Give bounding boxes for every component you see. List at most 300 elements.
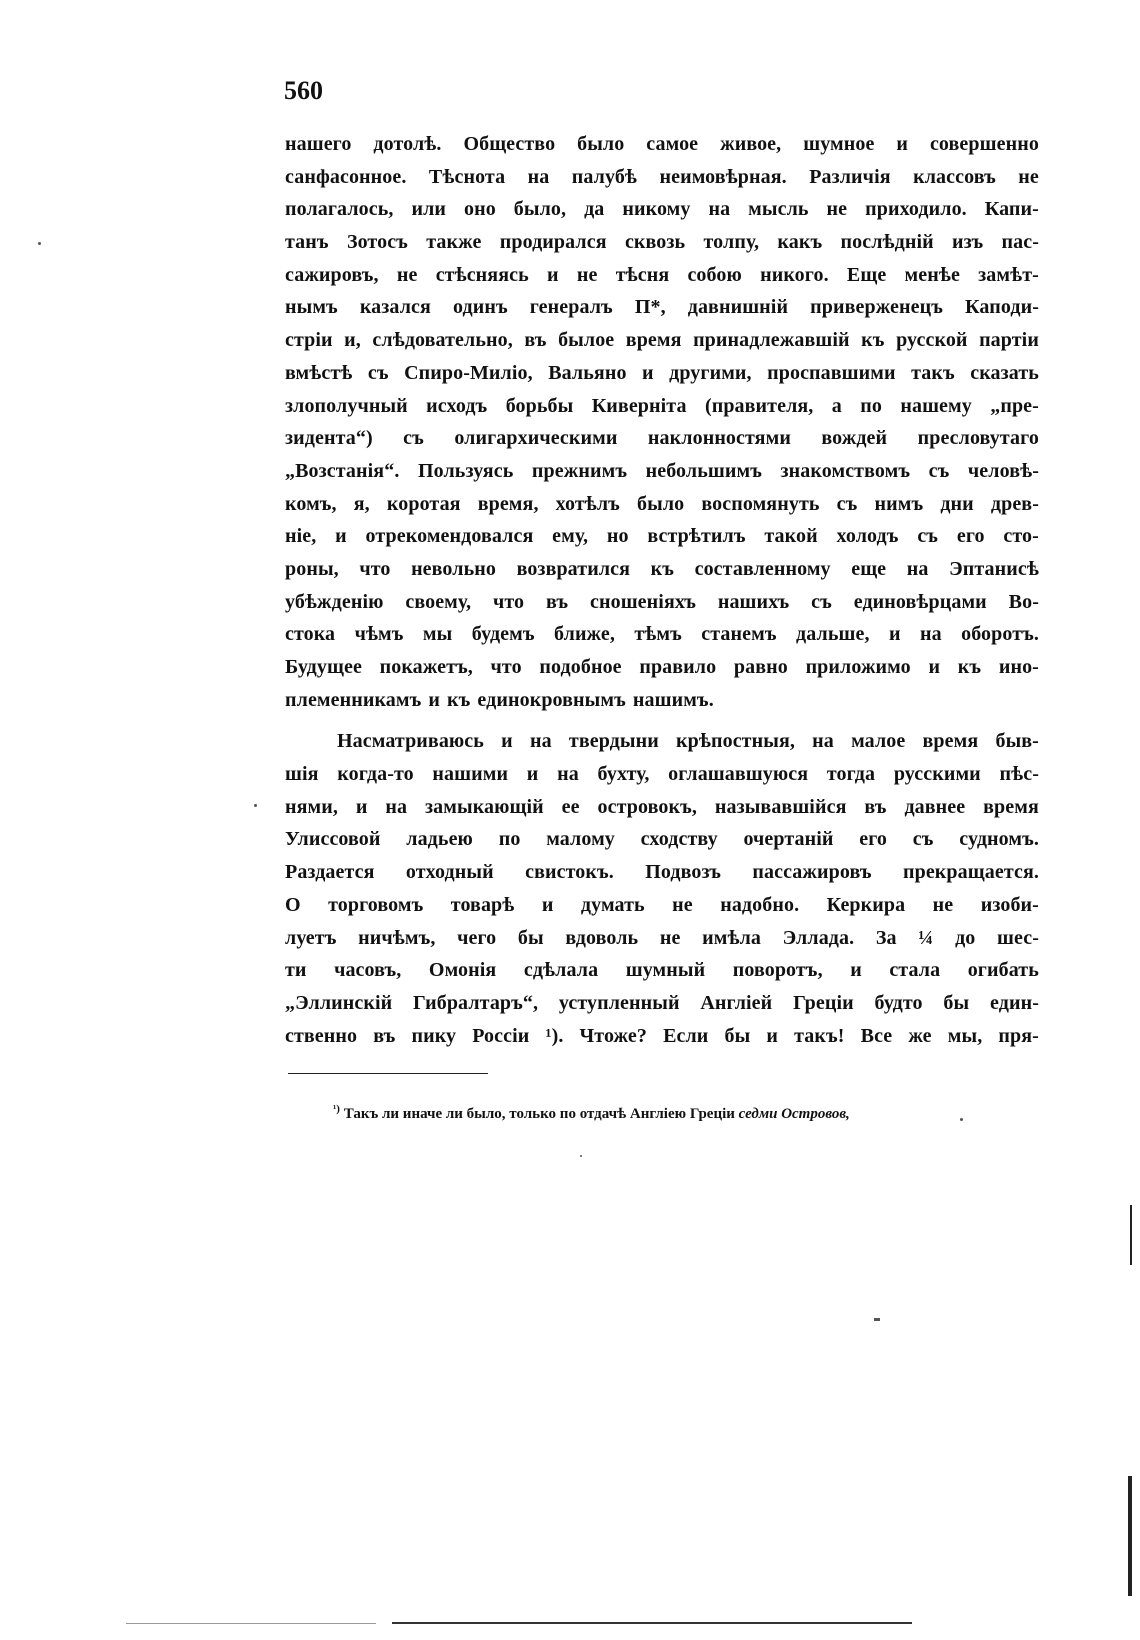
word: пѣс- — [999, 763, 1039, 786]
text-line — [285, 889, 1039, 922]
word: слѣдовательно, — [372, 329, 513, 352]
word: къ — [861, 329, 885, 352]
page-speck — [874, 1318, 880, 1321]
word: товарѣ — [450, 893, 515, 916]
word: единокровнымъ — [477, 688, 626, 711]
word: проспавшими — [767, 361, 896, 384]
word: и — [541, 893, 554, 916]
word: или — [411, 198, 447, 221]
word: отрекомендовался — [365, 525, 534, 548]
text-line — [285, 226, 1039, 259]
word: ничѣмъ, — [358, 926, 436, 949]
word: время — [625, 329, 682, 352]
word: твердыни — [568, 730, 659, 753]
word: бы — [724, 1024, 751, 1047]
word: съ — [912, 828, 934, 851]
word: поворотъ, — [732, 959, 823, 982]
word: русской — [896, 329, 968, 352]
text-line — [285, 324, 1039, 357]
word: быв- — [995, 730, 1039, 753]
word: ближе, — [554, 623, 615, 646]
text-line — [285, 684, 1039, 717]
word: но — [606, 525, 629, 548]
word: стѣсняясь — [435, 263, 529, 286]
word: оно — [464, 198, 496, 221]
word: бы — [517, 926, 544, 949]
word: къ — [650, 557, 675, 580]
word: тѣсня — [615, 263, 670, 286]
word: единовѣрцами — [853, 590, 987, 613]
word: исходъ — [426, 394, 488, 417]
footnote-text: Такъ ли иначе ли было, только по отдачѣ Англіею Греціи — [343, 1106, 735, 1122]
word: Киверніта — [591, 394, 687, 417]
word: един- — [990, 991, 1039, 1014]
word: Улиссовой — [285, 828, 381, 851]
word: былое — [558, 329, 615, 352]
word: ¼ — [918, 926, 934, 949]
page-speck — [38, 242, 41, 245]
footnote-italic-text: седми Островов, — [738, 1106, 850, 1122]
word: сквозь — [624, 231, 686, 254]
word: на — [812, 730, 834, 753]
text-line — [285, 390, 1039, 423]
word: толпу, — [703, 231, 760, 254]
word: никому — [622, 198, 691, 221]
word: по — [860, 394, 882, 417]
word: ¹). — [545, 1024, 564, 1047]
word: съ — [917, 525, 939, 548]
word: „Эллинскій — [285, 991, 393, 1014]
word: воспомянуть — [701, 492, 820, 515]
word: послѣдній — [840, 231, 934, 254]
word: еще — [851, 557, 887, 580]
word: сто- — [1003, 525, 1039, 548]
text-line — [285, 422, 1039, 455]
word: совершенно — [929, 133, 1039, 155]
text-line — [285, 954, 1039, 987]
word: что — [359, 557, 391, 580]
word: нымъ — [285, 296, 338, 319]
word: что — [490, 656, 522, 678]
word: холодъ — [836, 525, 899, 548]
word: пассажировъ — [752, 861, 872, 884]
text-line — [285, 128, 1039, 161]
word: и — [766, 1024, 779, 1047]
word: съ — [836, 492, 858, 515]
word: часовъ, — [334, 959, 402, 982]
word: бухту, — [597, 763, 650, 786]
word: Россіи — [472, 1024, 530, 1047]
page-number: 560 — [284, 76, 323, 105]
word: встрѣтилъ — [647, 525, 746, 548]
word: приложимо — [805, 656, 911, 678]
word: оборотъ. — [961, 623, 1039, 646]
word: было, — [513, 198, 567, 221]
word: его — [859, 828, 888, 851]
word: П*, — [634, 296, 666, 319]
word: на — [527, 165, 550, 188]
text-line — [285, 161, 1039, 194]
word: и — [335, 525, 347, 548]
word: олигархическими — [454, 427, 618, 450]
word: приверженецъ — [810, 296, 943, 319]
word: классовъ — [913, 165, 996, 188]
word: не — [932, 893, 954, 916]
word: пас- — [1001, 231, 1039, 254]
word: нашихъ — [717, 590, 790, 613]
word: и — [928, 656, 941, 678]
word: на — [385, 795, 408, 818]
word: вождей — [821, 427, 888, 450]
text-line — [285, 455, 1039, 488]
word: русскими — [893, 763, 981, 786]
word: Эптанисѣ — [949, 557, 1039, 580]
page-speck — [960, 1118, 963, 1121]
word: а — [831, 394, 842, 417]
text-line — [285, 488, 1039, 521]
word: ему, — [552, 525, 589, 548]
word: время — [922, 730, 979, 753]
word: на — [529, 730, 552, 753]
word: ти — [285, 959, 307, 982]
word: называвшійся — [714, 795, 847, 818]
word: не — [1018, 165, 1039, 188]
word: островокъ, — [597, 795, 697, 818]
word: шес- — [997, 926, 1039, 949]
word: къ — [447, 688, 471, 711]
word: древ- — [990, 492, 1039, 515]
word: возвратился — [516, 557, 631, 580]
word: такой — [764, 525, 818, 548]
text-line — [285, 791, 1039, 824]
text-line — [285, 725, 1039, 758]
word: малое — [851, 730, 906, 753]
word: дальше, — [796, 623, 870, 646]
word: хотѣлъ — [555, 492, 620, 515]
paragraph-gap — [285, 716, 1039, 725]
word: не — [576, 263, 598, 286]
word: невольно — [411, 557, 496, 580]
text-line — [285, 586, 1039, 619]
word: нашимъ. — [632, 688, 714, 711]
word: сажировъ, — [285, 263, 379, 286]
word: оглашавшуюся — [668, 763, 809, 786]
word: пресловутаго — [917, 427, 1039, 450]
text-line — [285, 758, 1039, 791]
word: менѣе — [904, 263, 960, 286]
word: будто — [874, 991, 923, 1014]
word: да — [584, 198, 605, 221]
word: мы, — [947, 1024, 983, 1047]
word: изоби- — [980, 893, 1039, 916]
word: Насматриваюсь — [337, 730, 484, 753]
word: знакомствомъ — [780, 459, 911, 482]
word: и — [547, 263, 559, 286]
word: Пользуясь — [417, 459, 514, 482]
word: время — [983, 795, 1039, 818]
word: другими, — [669, 361, 752, 384]
word: и — [526, 763, 539, 786]
word: одинъ — [452, 296, 508, 319]
word: на — [906, 557, 929, 580]
word: Еще — [846, 263, 887, 286]
text-line — [285, 193, 1039, 226]
word: къ — [957, 656, 982, 678]
word: Чтоже? — [579, 1024, 647, 1047]
word: коротая — [386, 492, 461, 515]
text-line — [285, 357, 1039, 390]
word: „пре- — [990, 394, 1039, 417]
word: человѣ- — [967, 459, 1039, 482]
text-line — [285, 291, 1039, 324]
word: и, — [344, 329, 361, 352]
word: огибать — [967, 959, 1039, 982]
word: какъ — [777, 231, 823, 254]
word: же — [908, 1024, 932, 1047]
word: принадлежавшій — [693, 329, 850, 352]
word: санфасонное. — [285, 165, 407, 188]
word: съ — [403, 427, 424, 450]
word: на — [708, 198, 731, 221]
word: роны, — [285, 557, 339, 580]
bottom-rule-left — [126, 1623, 376, 1624]
word: вмѣстѣ — [285, 361, 353, 384]
word: Капи- — [984, 198, 1039, 221]
word: сходству — [640, 828, 718, 851]
word: съ — [928, 459, 950, 482]
word: на — [919, 623, 942, 646]
footnote — [333, 1099, 1039, 1124]
word: и — [428, 688, 441, 711]
word: шумное — [803, 133, 875, 155]
text-line — [285, 823, 1039, 856]
word: ладьею — [406, 828, 473, 851]
word: зидента“) — [285, 427, 373, 450]
word: ніе, — [285, 525, 317, 548]
word: никого. — [760, 263, 829, 286]
word: не — [396, 263, 418, 286]
word: также — [426, 231, 482, 254]
word: свистокъ. — [525, 861, 614, 884]
body-text — [285, 128, 1039, 1052]
word: чего — [457, 926, 497, 949]
word: ино- — [998, 656, 1039, 678]
word: „Возстанія“. — [285, 459, 400, 482]
word: палубѣ — [571, 165, 638, 188]
word: Общество — [463, 133, 556, 155]
footnote-marker: ¹) — [333, 1103, 340, 1115]
word: и — [355, 795, 368, 818]
word: пику — [411, 1024, 457, 1047]
word: Англіей — [700, 991, 773, 1014]
word: мысль — [748, 198, 809, 221]
word: до — [955, 926, 976, 949]
word: и — [642, 361, 654, 384]
word: нями, — [285, 795, 338, 818]
word: сношеніяхъ — [590, 590, 696, 613]
word: Эллада. — [782, 926, 855, 949]
word: въ — [524, 329, 547, 352]
word: приходило. — [865, 198, 967, 221]
word: Все — [860, 1024, 893, 1047]
word: племенникамъ — [285, 688, 422, 711]
word: стріи — [285, 329, 333, 352]
text-line — [285, 553, 1039, 586]
word: сказать — [970, 361, 1039, 384]
word: Каподи- — [965, 296, 1039, 319]
word: Омонія — [428, 959, 497, 982]
word: тогда — [826, 763, 876, 786]
word: будемъ — [471, 623, 535, 646]
word: имѣла — [702, 926, 761, 949]
page-edge-mark — [1130, 1205, 1132, 1265]
word: такъ — [911, 361, 955, 384]
word: Раздается — [285, 861, 375, 884]
word: нашими — [432, 763, 509, 786]
word: Зотосъ — [346, 231, 408, 254]
text-line — [285, 520, 1039, 553]
text-line — [285, 856, 1039, 889]
word: мы — [422, 623, 453, 646]
word: изъ — [952, 231, 984, 254]
word: такъ! — [794, 1024, 845, 1047]
word: время, — [477, 492, 539, 515]
word: Если — [663, 1024, 709, 1047]
word: шумный — [625, 959, 706, 982]
word: и — [501, 730, 513, 753]
text-line — [285, 259, 1039, 292]
word: надобно. — [720, 893, 800, 916]
word: бы — [943, 991, 970, 1014]
word: крѣпостныя, — [676, 730, 795, 753]
word: небольшимъ — [645, 459, 762, 482]
word: торговомъ — [328, 893, 424, 916]
word: прекращается. — [902, 861, 1039, 884]
word: по — [498, 828, 521, 851]
word: покажетъ, — [379, 656, 473, 678]
word: дни — [940, 492, 974, 515]
word: уступленный — [558, 991, 680, 1014]
word: тѣмъ — [634, 623, 682, 646]
word: равно — [733, 656, 788, 678]
word: было — [577, 133, 625, 155]
word: нимъ — [874, 492, 924, 515]
word: вдоволь — [565, 926, 639, 949]
word: стока — [285, 623, 336, 646]
word: Тѣснота — [428, 165, 506, 188]
word: правило — [639, 656, 717, 678]
word: его — [956, 525, 985, 548]
word: стала — [889, 959, 941, 982]
word: прежнимъ — [531, 459, 628, 482]
bottom-rule — [392, 1622, 912, 1624]
word: подобное — [539, 656, 622, 678]
word: не — [659, 926, 681, 949]
word: продирался — [499, 231, 607, 254]
word: нашему — [900, 394, 972, 417]
word: составленному — [694, 557, 831, 580]
text-line — [285, 618, 1039, 651]
word: Различія — [809, 165, 891, 188]
word: и — [896, 133, 909, 155]
word: нашего — [285, 133, 352, 155]
word: своему, — [405, 590, 472, 613]
word: ственно — [285, 1024, 358, 1047]
word: очертаній — [743, 828, 834, 851]
word: неимовѣрная. — [659, 165, 787, 188]
word: замѣт- — [978, 263, 1039, 286]
word: Керкира — [826, 893, 906, 916]
word: злополучный — [285, 394, 408, 417]
word: генералъ — [529, 296, 613, 319]
word: не — [826, 198, 848, 221]
word: въ — [864, 795, 887, 818]
word: шія — [285, 763, 319, 786]
word: пря- — [998, 1024, 1039, 1047]
word: и — [850, 959, 862, 982]
word: что — [492, 590, 525, 613]
word: полагалось, — [285, 198, 394, 221]
footnote-rule — [288, 1073, 488, 1074]
word: казался — [359, 296, 431, 319]
word: партіи — [979, 329, 1039, 352]
text-line — [285, 651, 1039, 684]
word: Подвозъ — [645, 861, 722, 884]
word: борьбы — [505, 394, 574, 417]
word: судномъ. — [959, 828, 1039, 851]
word: живое, — [720, 133, 782, 155]
word: самое — [646, 133, 699, 155]
word: Вальяно — [548, 361, 627, 384]
text-line — [285, 987, 1039, 1020]
word: собою — [687, 263, 742, 286]
page-speck — [254, 804, 257, 807]
word: станемъ — [701, 623, 777, 646]
word: Будущее — [285, 656, 362, 678]
word: не — [672, 893, 693, 916]
word: луетъ — [285, 926, 337, 949]
text-line — [285, 1020, 1039, 1053]
word: (правителя, — [704, 394, 814, 417]
page-edge-mark — [1128, 1476, 1132, 1596]
word: думать — [580, 893, 645, 916]
word: я, — [353, 492, 370, 515]
word: Во- — [1008, 590, 1039, 613]
word: и — [888, 623, 901, 646]
word: съ — [367, 361, 389, 384]
word: дотолѣ. — [373, 133, 442, 155]
word: малому — [546, 828, 615, 851]
word: За — [875, 926, 897, 949]
word: было — [637, 492, 685, 515]
word: чѣмъ — [354, 623, 404, 646]
word: на — [557, 763, 579, 786]
word: въ — [545, 590, 569, 613]
word: комъ, — [285, 492, 337, 515]
word: замыкающій — [425, 795, 544, 818]
page-speck — [580, 1155, 582, 1157]
word: въ — [373, 1024, 396, 1047]
text-line — [285, 922, 1039, 955]
word: О — [285, 893, 301, 916]
word: съ — [811, 590, 832, 613]
word: убѣжденію — [285, 590, 384, 613]
word: давнее — [904, 795, 966, 818]
word: Греціи — [793, 991, 854, 1014]
word: Гибралтаръ“, — [413, 991, 539, 1014]
word: давнишній — [687, 296, 789, 319]
word: Спиро-Миліо, — [404, 361, 533, 384]
